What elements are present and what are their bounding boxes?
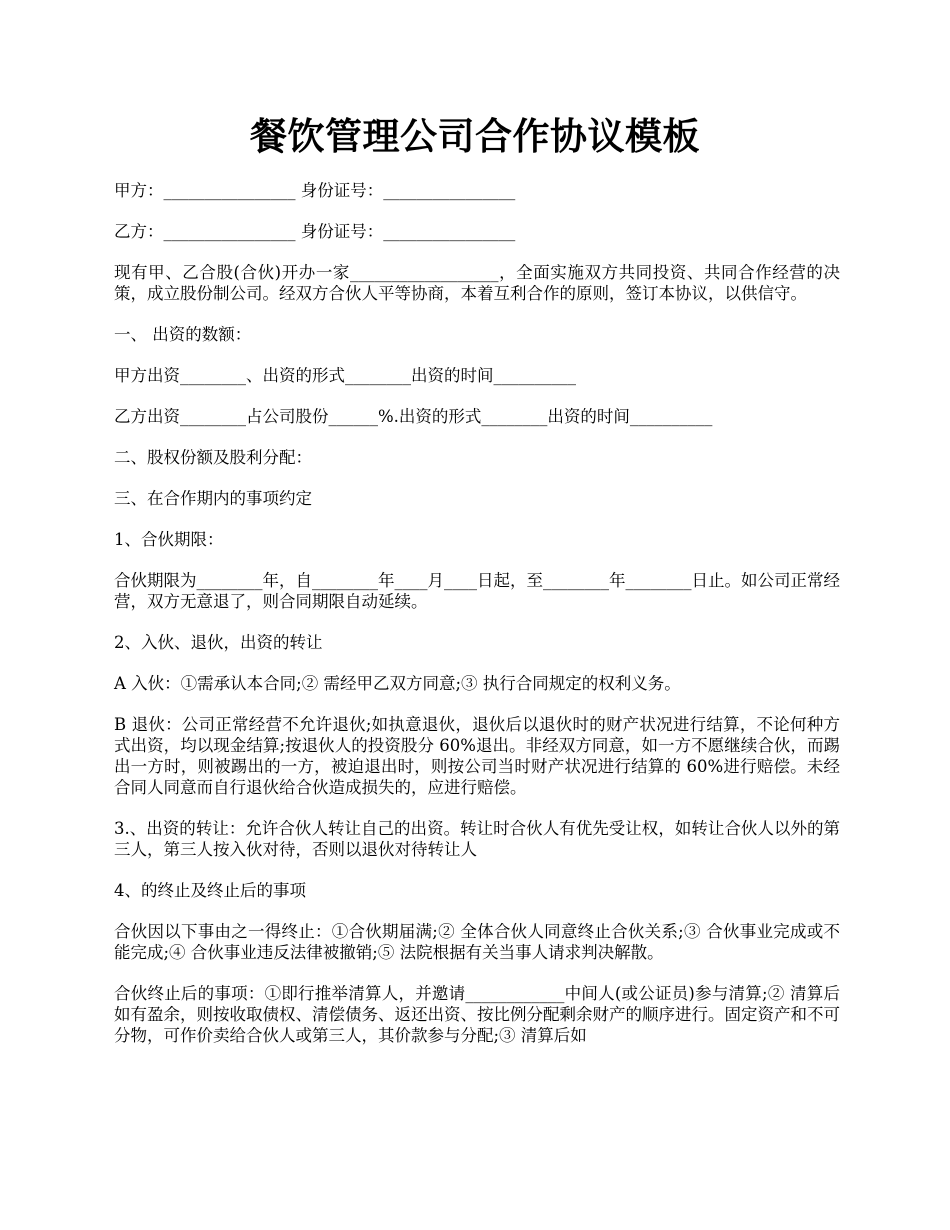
party-a-capital-line: 甲方出资________、出资的形式________出资的时间__________	[114, 366, 576, 385]
party-b-capital-line: 乙方出资________占公司股份______%.出资的形式________出资的时间__________	[114, 407, 713, 426]
admission-paragraph: A 入伙：①需承认本合同;② 需经甲乙双方同意;③ 执行合同规定的权利义务。	[114, 674, 681, 693]
termination-causes-paragraph: 合伙因以下事由之一得终止：①合伙期届满;② 全体合伙人同意终止合伙关系;③ 合伙事业完成或不能完成;④ 合伙事业违反法律被撤销;⑤ 法院根据有关当事人请求判决解散。	[114, 922, 840, 962]
preamble-paragraph: 现有甲、乙合股(合伙)开办一家__________________，全面实施双方共同投资、共同合作经营的决策，成立股份制公司。经双方合伙人平等协商，本着互利合作的原则，签订本协议，以供信守。	[114, 263, 840, 303]
clause-heading-admission: 2、入伙、退伙，出资的转让	[114, 633, 323, 652]
document-body	[114, 180, 840, 1066]
clause-heading-termination: 4、的终止及终止后的事项	[114, 881, 306, 900]
transfer-paragraph: 3.、出资的转让：允许合伙人转让自己的出资。转让时合伙人有优先受让权，如转让合伙人以外的第三人，第三人按入伙对待，否则以退伙对待转让人	[114, 819, 840, 859]
section-heading-terms: 三、在合作期内的事项约定	[114, 489, 312, 508]
section-heading-equity: 二、股权份额及股利分配：	[114, 448, 312, 467]
clause-heading-term: 1、合伙期限：	[114, 530, 224, 549]
withdrawal-paragraph: B 退伙：公司正常经营不允许退伙;如执意退伙，退伙后以退伙时的财产状况进行结算，不论何种方式出资，均以现金结算;按退伙人的投资股分 60%退出。非经双方同意，如一方不愿继续合伙，而踢出一方时，则被踢出的一方，被迫退出时，则按公司当时财产状况进行结算的 60%进行赔偿。未经合同人同意而自行退伙给合伙造成损失的，应进行赔偿。	[114, 715, 840, 797]
section-heading-capital: 一、 出资的数额：	[114, 325, 252, 344]
document-title: 餐饮管理公司合作协议模板	[250, 114, 700, 158]
term-paragraph: 合伙期限为________年，自________年____月____日起，至________年________日止。如公司正常经营，双方无意退了，则合同期限自动延续。	[114, 571, 840, 611]
post-termination-paragraph: 合伙终止后的事项：①即行推举清算人，并邀请____________中间人(或公证员)参与清算;② 清算后如有盈余，则按收取债权、清偿债务、返还出资、按比例分配剩余财产的顺序进行。固定资产和不可分物，可作价卖给合伙人或第三人，其价款参与分配;③ 清算后如	[114, 984, 840, 1045]
party-b-line: 乙方：________________ 身份证号：________________	[114, 222, 516, 241]
party-a-line: 甲方：________________ 身份证号：________________	[114, 181, 516, 200]
